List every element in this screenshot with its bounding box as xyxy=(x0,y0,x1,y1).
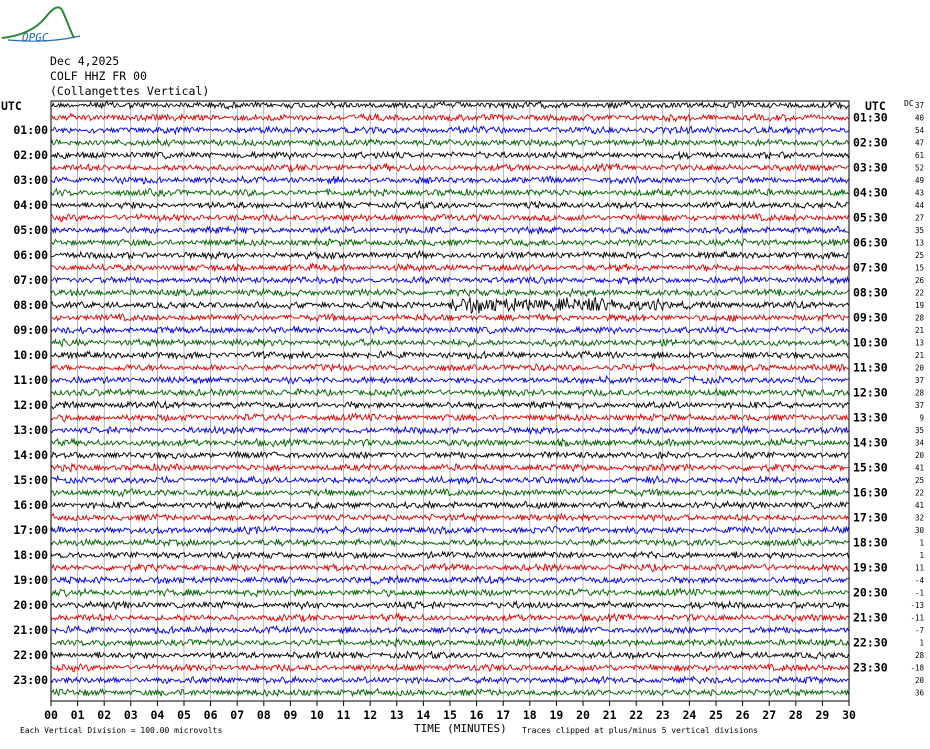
right-hour-label: 22:30 xyxy=(853,635,888,650)
right-hour-label: 11:30 xyxy=(853,360,888,375)
x-tick-label: 24 xyxy=(682,708,697,722)
x-tick-label: 18 xyxy=(522,708,537,722)
left-hour-label: 11:00 xyxy=(13,373,48,388)
dc-offset-value: 21 xyxy=(914,351,924,361)
x-tick-label: 17 xyxy=(496,708,511,722)
right-hour-label: 07:30 xyxy=(853,260,888,275)
x-tick-label: 04 xyxy=(150,708,165,722)
dc-offset-value: 27 xyxy=(914,213,924,223)
right-hour-label: 15:30 xyxy=(853,460,888,475)
dc-offset-value: 13 xyxy=(914,338,924,348)
left-hour-label: 16:00 xyxy=(13,498,48,513)
right-hour-label: 09:30 xyxy=(853,310,888,325)
header-date: Dec 4,2025 xyxy=(50,54,120,68)
dc-offset-value: 25 xyxy=(914,251,924,261)
x-tick-label: 03 xyxy=(123,708,138,722)
left-hour-label: 14:00 xyxy=(13,448,48,463)
x-tick-label: 00 xyxy=(44,708,58,722)
left-hour-label: 08:00 xyxy=(13,298,48,313)
right-hour-labels xyxy=(853,111,888,675)
left-hour-label: 03:00 xyxy=(13,173,48,188)
dc-offset-value: -18 xyxy=(910,663,924,673)
right-axis-title: UTC xyxy=(865,99,886,113)
dc-offset-value: 37 xyxy=(914,101,924,111)
dc-offset-value: 11 xyxy=(914,563,924,573)
footer-clip-note: Traces clipped at plus/minus 5 vertical divisions xyxy=(522,726,759,735)
x-tick-label: 09 xyxy=(283,708,298,722)
x-tick-label: 14 xyxy=(416,708,431,722)
dc-offset-value: 36 xyxy=(914,688,924,698)
dc-offset-value: 35 xyxy=(914,426,924,436)
dc-offset-value: 35 xyxy=(914,226,924,236)
dc-title: DC xyxy=(904,99,914,108)
right-hour-label: 06:30 xyxy=(853,235,888,250)
left-hour-label: 05:00 xyxy=(13,223,48,238)
dc-offset-value: 54 xyxy=(914,126,924,136)
footer-scale-note: Each Vertical Division = 100.00 microvolts xyxy=(20,726,223,735)
x-tick-label: 28 xyxy=(788,708,803,722)
dc-offset-value: 37 xyxy=(914,376,924,386)
dc-offset-value: 20 xyxy=(914,676,924,686)
right-hour-label: 08:30 xyxy=(853,285,888,300)
dc-offset-value: -4 xyxy=(914,576,924,586)
dc-offset-value: 37 xyxy=(914,401,924,411)
dc-offset-value: -11 xyxy=(910,613,924,623)
header-station: COLF HHZ FR 00 xyxy=(50,69,147,83)
left-hour-label: 01:00 xyxy=(13,123,48,138)
header-location: (Collangettes Vertical) xyxy=(50,84,210,98)
x-tick-label: 10 xyxy=(310,708,324,722)
left-hour-label: 23:00 xyxy=(13,673,48,688)
x-tick-label: 15 xyxy=(443,708,457,722)
x-tick-label: 20 xyxy=(576,708,590,722)
x-tick-label: 11 xyxy=(336,708,351,722)
x-tick-label: 02 xyxy=(97,708,112,722)
dc-offset-value: 20 xyxy=(914,363,924,373)
dc-offset-value: 21 xyxy=(914,326,924,336)
dc-offset-value: 28 xyxy=(914,651,924,661)
x-tick-label: 22 xyxy=(629,708,644,722)
x-tick-label: 27 xyxy=(762,708,777,722)
dc-offset-value: -7 xyxy=(914,626,924,636)
dc-offset-value: 52 xyxy=(914,163,924,173)
x-tick-label: 06 xyxy=(203,708,218,722)
dc-offset-value: 40 xyxy=(914,113,924,123)
dc-offset-value: -1 xyxy=(914,588,924,598)
left-hour-label: 13:00 xyxy=(13,423,48,438)
dc-offset-labels xyxy=(910,101,924,698)
left-axis-title: UTC xyxy=(1,99,22,113)
left-hour-label: 22:00 xyxy=(13,648,48,663)
left-hour-label: 09:00 xyxy=(13,323,48,338)
dc-offset-value: 28 xyxy=(914,388,924,398)
right-hour-label: 01:30 xyxy=(853,110,888,125)
right-hour-label: 21:30 xyxy=(853,610,888,625)
dc-offset-value: 32 xyxy=(914,513,924,523)
dc-offset-value: 13 xyxy=(914,238,924,248)
dc-offset-value: 15 xyxy=(914,263,924,273)
dc-offset-value: 43 xyxy=(914,188,924,198)
dc-offset-value: -13 xyxy=(910,601,924,611)
right-hour-label: 23:30 xyxy=(853,660,888,675)
dc-offset-value: 26 xyxy=(914,276,924,286)
left-hour-label: 18:00 xyxy=(13,548,48,563)
dc-offset-value: 20 xyxy=(914,451,924,461)
right-hour-label: 20:30 xyxy=(853,585,888,600)
x-axis-ticks xyxy=(44,701,856,722)
x-tick-label: 29 xyxy=(815,708,830,722)
x-tick-label: 21 xyxy=(602,708,617,722)
x-tick-label: 19 xyxy=(549,708,564,722)
right-hour-label: 02:30 xyxy=(853,135,888,150)
dc-offset-value: 61 xyxy=(914,151,924,161)
dc-offset-value: 49 xyxy=(914,176,924,186)
dc-offset-value: 19 xyxy=(914,301,924,311)
dc-offset-value: 47 xyxy=(914,138,924,148)
left-hour-label: 20:00 xyxy=(13,598,48,613)
left-hour-label: 10:00 xyxy=(13,348,48,363)
left-hour-label: 07:00 xyxy=(13,273,48,288)
left-hour-label: 06:00 xyxy=(13,248,48,263)
dc-offset-value: 28 xyxy=(914,313,924,323)
x-tick-label: 01 xyxy=(70,708,85,722)
left-hour-label: 19:00 xyxy=(13,573,48,588)
logo-text: OPGC xyxy=(22,31,49,44)
dc-offset-value: 41 xyxy=(914,501,924,511)
dc-offset-value: 1 xyxy=(919,538,924,548)
x-tick-label: 25 xyxy=(709,708,723,722)
x-tick-label: 05 xyxy=(177,708,191,722)
x-tick-label: 23 xyxy=(655,708,670,722)
dc-offset-value: 1 xyxy=(919,638,924,648)
dc-offset-value: 25 xyxy=(914,476,924,486)
left-hour-label: 02:00 xyxy=(13,148,48,163)
x-tick-label: 12 xyxy=(363,708,378,722)
dc-offset-value: 9 xyxy=(919,413,924,423)
x-axis-label: TIME (MINUTES) xyxy=(414,722,507,735)
x-tick-label: 13 xyxy=(389,708,404,722)
dc-offset-value: 34 xyxy=(914,438,924,448)
left-hour-label: 17:00 xyxy=(13,523,48,538)
x-tick-label: 08 xyxy=(256,708,271,722)
x-tick-label: 30 xyxy=(842,708,856,722)
x-tick-label: 26 xyxy=(735,708,750,722)
opgc-logo xyxy=(2,7,80,44)
right-hour-label: 04:30 xyxy=(853,185,888,200)
right-hour-label: 13:30 xyxy=(853,410,888,425)
x-tick-label: 07 xyxy=(230,708,245,722)
x-tick-label: 16 xyxy=(469,708,484,722)
dc-offset-value: 30 xyxy=(914,526,924,536)
dc-offset-value: 41 xyxy=(914,463,924,473)
dc-offset-value: 1 xyxy=(919,551,924,561)
dc-offset-value: 44 xyxy=(914,201,924,211)
right-hour-label: 03:30 xyxy=(853,160,888,175)
right-hour-label: 19:30 xyxy=(853,560,888,575)
left-hour-label: 12:00 xyxy=(13,398,48,413)
right-hour-label: 14:30 xyxy=(853,435,888,450)
dc-offset-value: 22 xyxy=(914,288,924,298)
dc-offset-value: 22 xyxy=(914,488,924,498)
right-hour-label: 05:30 xyxy=(853,210,888,225)
right-hour-label: 12:30 xyxy=(853,385,888,400)
right-hour-label: 17:30 xyxy=(853,510,888,525)
right-hour-label: 10:30 xyxy=(853,335,888,350)
left-hour-label: 04:00 xyxy=(13,198,48,213)
right-hour-label: 18:30 xyxy=(853,535,888,550)
left-hour-label: 21:00 xyxy=(13,623,48,638)
left-hour-label: 15:00 xyxy=(13,473,48,488)
left-hour-labels xyxy=(13,123,48,687)
right-hour-label: 16:30 xyxy=(853,485,888,500)
